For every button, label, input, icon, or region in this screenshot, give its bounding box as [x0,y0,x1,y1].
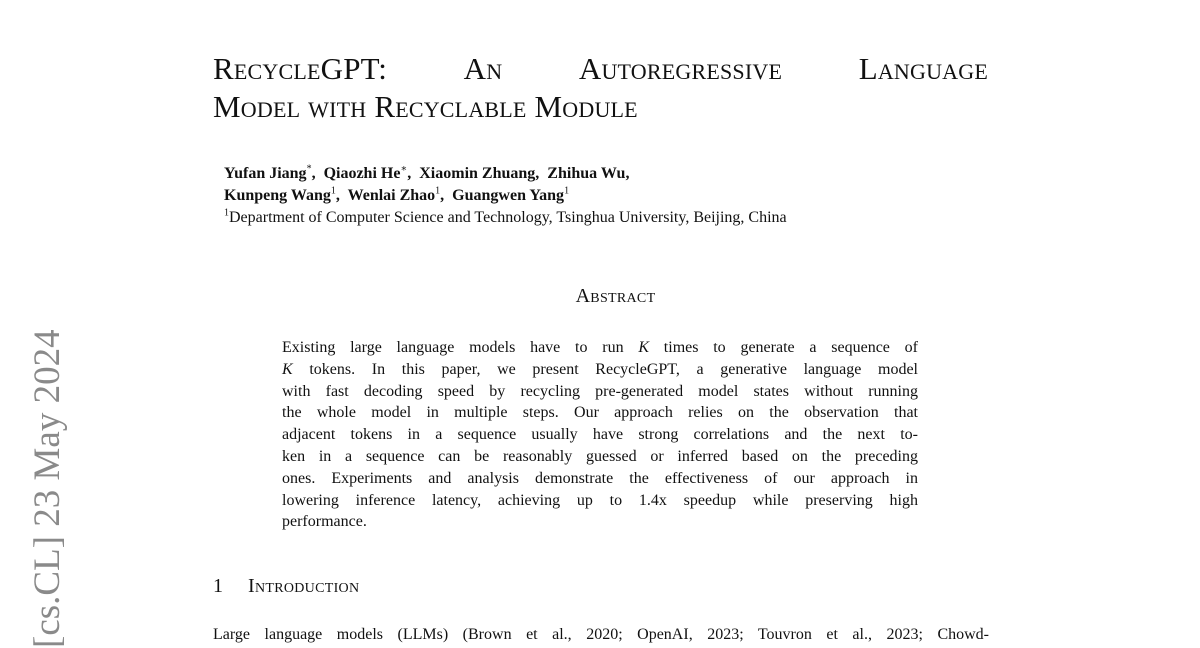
author-name: Kunpeng Wang [224,187,331,204]
title-word: Autoregressive [578,51,783,86]
author-mark: * [306,163,312,175]
section-heading [213,575,359,598]
abstract-line: K tokens. In this paper, we present RecycleGPT, a generative language model [282,360,918,378]
author-name: Guangwen Yang [452,187,565,204]
author-mark: ∗ [400,163,408,175]
abstract-line: ones. Experiments and analysis demonstrate the effectiveness of our approach in [282,469,918,487]
author-separator: , [440,187,445,204]
affiliation-mark: 1 [224,207,229,219]
author-name: Xiaomin Zhuang [419,165,536,182]
author-name: Qiaozhi He [323,165,401,182]
author-separator: , [407,165,412,182]
author-name: Wenlai Zhao [347,187,436,204]
abstract-line: Existing large language models have to run K times to generate a sequence of [282,339,918,356]
arxiv-stamp-text: [cs.CL] 23 May 2024 [27,329,68,648]
title-word: RecycleGPT: [213,51,388,86]
paper-title [213,50,988,126]
abstract-line: lowering inference latency, achieving up to 1.4x speedup while preserving high [282,491,918,509]
author-block [224,163,944,229]
author-separator: , [625,165,630,182]
abstract-heading: Abstract [575,285,656,307]
title-word: An [463,51,503,86]
abstract-line: performance. [282,513,367,531]
abstract-line: the whole model in multiple steps. Our approach relies on the observation that [282,404,918,422]
author-separator: , [335,187,340,204]
intro-paragraph-line: Large language models (LLMs) (Brown et al., 2020; OpenAI, 2023; Touvron et al., 2023; Chowd- [213,626,989,643]
author-name: Zhihua Wu [547,165,626,182]
author-separator: , [535,165,540,182]
affiliation-text: Department of Computer Science and Technology, Tsinghua University, Beijing, China [229,209,787,226]
title-line-2: Model with Recyclable Module [213,89,638,124]
arxiv-identifier-stamp [26,298,70,648]
abstract-heading-row [0,285,1200,308]
author-mark: 1 [564,185,570,197]
author-mark: 1 [435,185,441,197]
author-separator: , [311,165,316,182]
section-title: Introduction [248,575,360,597]
title-line-1 [213,50,988,88]
author-mark: 1 [330,185,336,197]
author-line-1 [224,163,944,185]
author-line-2 [224,185,944,207]
title-word: Language [858,51,988,86]
abstract-body [282,337,918,533]
author-name: Yufan Jiang [224,165,307,182]
abstract-line: ken in a sequence can be reasonably guessed or inferred based on the preceding [282,447,918,465]
abstract-line: with fast decoding speed by recycling pre-generated model states without running [282,382,918,400]
abstract-line: adjacent tokens in a sequence usually have strong correlations and the next to- [282,426,918,444]
section-number: 1 [213,575,223,597]
affiliation [224,207,944,229]
